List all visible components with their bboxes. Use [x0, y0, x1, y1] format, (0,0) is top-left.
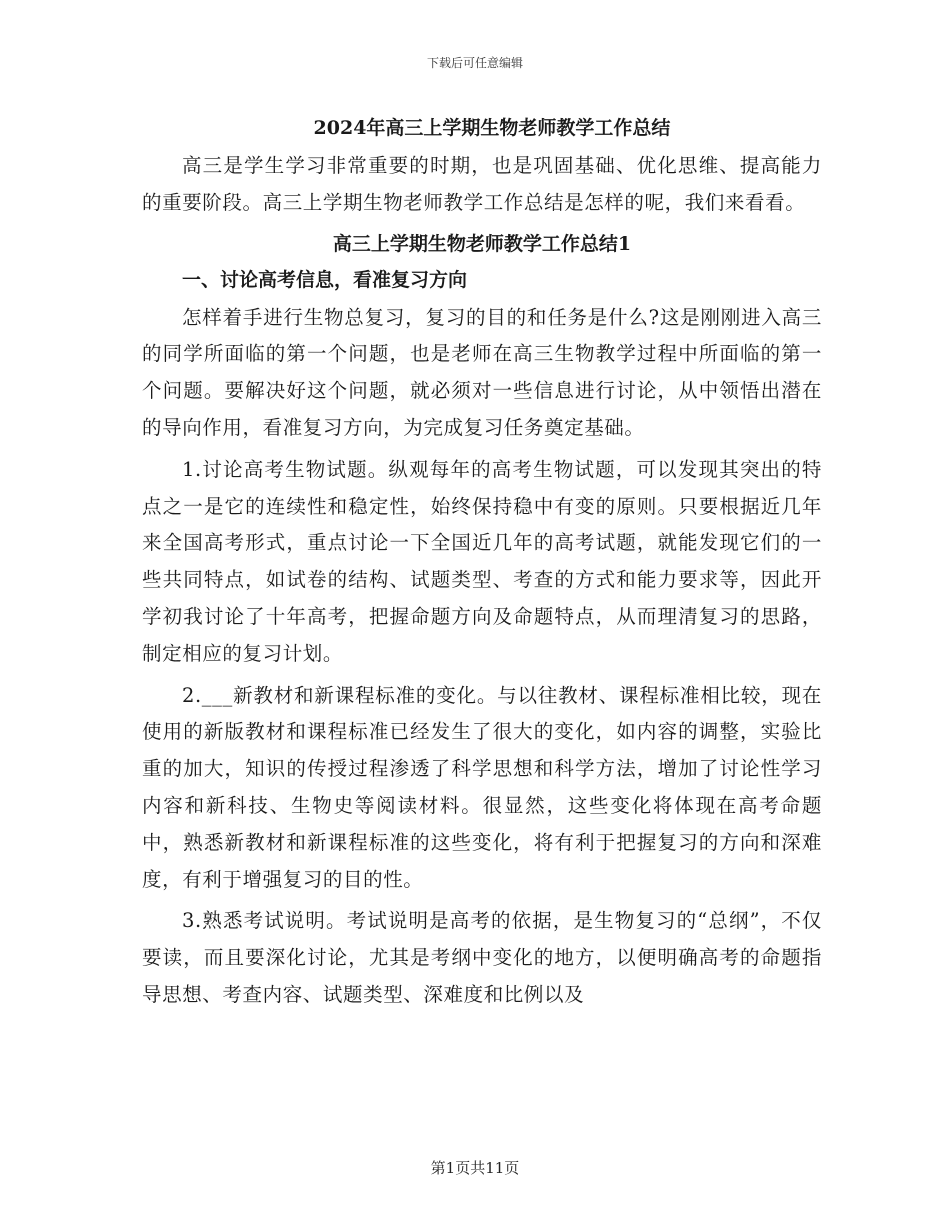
body-paragraph: 2.___新教材和新课程标准的变化。与以往教材、课程标准相比较，现在使用的新版教材和课程标准已经发生了很大的变化，如内容的调整，实验比重的加大，知识的传授过程渗透了科学思想和科学方法，增加了讨论性学习内容和新科技、生物史等阅读材料。很显然，这些变化将体现在高考命题中，熟悉新教材和新课程标准的这些变化，将有利于把握复习的方向和深难度，有利于增强复习的目的性。 [142, 683, 822, 891]
body-paragraph: 怎样着手进行生物总复习，复习的目的和任务是什么?这是刚刚进入高三的同学所面临的第一个问题，也是老师在高三生物教学过程中所面临的第一个问题。要解决好这个问题，就必须对一些信息进行讨论，从中领悟出潜在的导向作用，看准复习方向，为完成复习任务奠定基础。 [142, 305, 822, 439]
section-title: 高三上学期生物老师教学工作总结1 [332, 232, 632, 255]
subsection-title: 一、讨论高考信息，看准复习方向 [182, 268, 468, 291]
document-title: 2024年高三上学期生物老师教学工作总结 [313, 117, 671, 139]
document-body [142, 112, 822, 1014]
page-header-note: 下载后可任意编辑 [426, 56, 523, 70]
intro-paragraph: 高三是学生学习非常重要的时期，也是巩固基础、优化思维、提高能力的重要阶段。高三上学期生物老师教学工作总结是怎样的呢，我们来看看。 [142, 154, 822, 214]
body-paragraph: 1.讨论高考生物试题。纵观每年的高考生物试题，可以发现其突出的特点之一是它的连续性和稳定性，始终保持稳中有变的原则。只要根据近几年来全国高考形式，重点讨论一下全国近几年的高考试题，就能发现它们的一些共同特点，如试卷的结构、试题类型、考查的方式和能力要求等，因此开学初我讨论了十年高考，把握命题方向及命题特点，从而理清复习的思路，制定相应的复习计划。 [142, 457, 822, 665]
page-number: 第1页共11页 [430, 1159, 520, 1177]
body-paragraph: 3.熟悉考试说明。考试说明是高考的依据，是生物复习的“总纲”，不仅要读，而且要深化讨论，尤其是考纲中变化的地方，以便明确高考的命题指导思想、考查内容、试题类型、深难度和比例以及 [142, 909, 822, 1006]
